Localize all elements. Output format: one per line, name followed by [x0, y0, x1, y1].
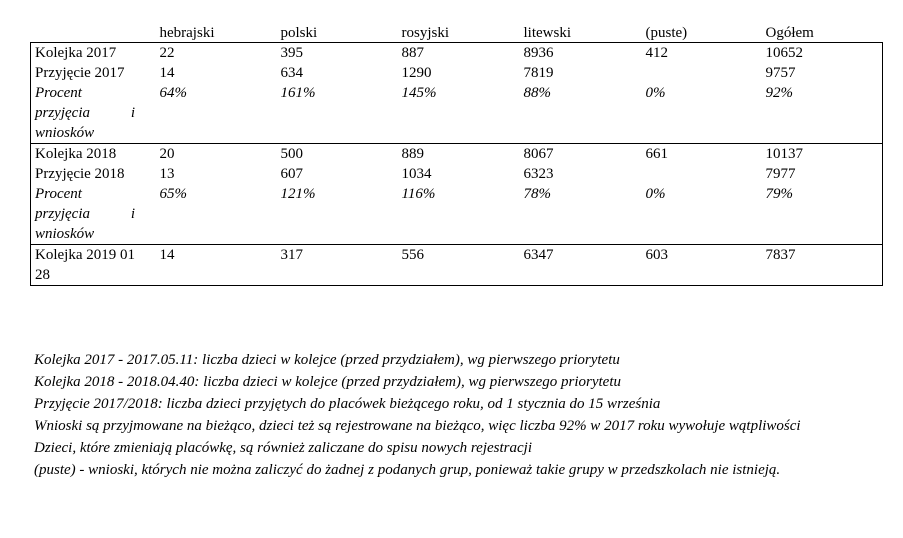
row-label-text: Kolejka 2019 01 28: [35, 247, 135, 283]
table-cell: 661: [642, 144, 762, 165]
row-label: [31, 245, 156, 286]
table-cell: 6323: [523, 166, 554, 182]
table-cell: 121%: [280, 186, 316, 202]
table-cell: 317: [277, 245, 398, 286]
row-label: [31, 164, 156, 184]
table-cell: 395: [277, 43, 398, 64]
row-label: [31, 83, 156, 144]
table-cell: 500: [277, 144, 398, 165]
table-cell: 1034: [401, 166, 432, 182]
header-cell: [31, 24, 156, 43]
table-cell: 889: [398, 144, 520, 165]
table-cell: 20: [156, 144, 277, 165]
table-cell: 14: [156, 245, 277, 286]
table-row: [31, 63, 883, 83]
table-cell: 7977: [762, 164, 883, 184]
row-label: [31, 63, 156, 83]
table-cell: 22: [156, 43, 277, 64]
footnote: Kolejka 2018 - 2018.04.40: liczba dzieci w kolejce (przed przydziałem), wg pierwszego priorytetu: [34, 374, 621, 390]
table-cell: 607: [280, 166, 303, 182]
table-cell: 603: [642, 245, 762, 286]
header-cell: (puste): [645, 25, 688, 41]
table-row: [31, 144, 883, 165]
table-cell: 64%: [159, 85, 187, 101]
table-cell: [642, 63, 762, 83]
table-cell: 6347: [520, 245, 642, 286]
table-cell: 14: [159, 65, 175, 81]
table-header-row: [31, 24, 883, 43]
table-cell: 8936: [520, 43, 642, 64]
table-row: [31, 164, 883, 184]
footnote: Kolejka 2017 - 2017.05.11: liczba dzieci w kolejce (przed przydziałem), wg pierwszego priorytetu: [34, 352, 620, 368]
table-row: [31, 245, 883, 286]
table-cell: 412: [642, 43, 762, 64]
header-cell: hebrajski: [159, 25, 215, 41]
footnote: Przyjęcie 2017/2018: liczba dzieci przyjętych do placówek bieżącego roku, od 1 stycznia do 15 września: [34, 396, 661, 412]
header-cell: rosyjski: [401, 25, 450, 41]
table-cell: 0%: [645, 85, 666, 101]
table-cell: 10137: [762, 144, 883, 165]
footnote: (puste) - wnioski, których nie można zaliczyć do żadnej z podanych grup, ponieważ takie grupy w przedszkolach nie istnieją.: [34, 462, 781, 478]
row-label: Kolejka 2017: [31, 43, 156, 64]
table-row: [31, 83, 883, 144]
footnote: Wnioski są przyjmowane na bieżąco, dzieci też są rejestrowane na bieżąco, więc liczba 92% w 2017 roku wywołuje wątpliwości: [34, 418, 801, 434]
table-cell: 887: [398, 43, 520, 64]
table-cell: 161%: [280, 85, 316, 101]
row-label-text: Przyjęcie 2017: [35, 65, 125, 81]
table-cell: 556: [398, 245, 520, 286]
table-cell: 7837: [762, 245, 883, 286]
table-cell: 0%: [645, 186, 666, 202]
header-cell: Ogółem: [765, 25, 814, 41]
table-cell: 9757: [762, 63, 883, 83]
row-label: [31, 184, 156, 245]
table-cell: 1290: [401, 65, 432, 81]
footnotes: [34, 350, 874, 482]
row-label: Kolejka 2018: [31, 144, 156, 165]
table-cell: 8067: [520, 144, 642, 165]
table-cell: 65%: [159, 186, 187, 202]
row-label-text: Procent przyjęcia i wniosków: [35, 186, 135, 242]
table-cell: 92%: [762, 83, 883, 144]
table-cell: 7819: [523, 65, 554, 81]
table-cell: 78%: [523, 186, 551, 202]
table-row: [31, 43, 883, 64]
language-stats-table: [30, 24, 883, 286]
table-row: [31, 184, 883, 245]
row-label-text: Przyjęcie 2018: [35, 166, 125, 182]
row-label-text: Procent przyjęcia i wniosków: [35, 85, 135, 141]
table-cell: 145%: [401, 85, 437, 101]
table-cell: 88%: [523, 85, 551, 101]
footnote: Dzieci, które zmieniają placówkę, są również zaliczane do spisu nowych rejestracji: [34, 440, 532, 456]
table-cell: [642, 164, 762, 184]
header-cell: polski: [280, 25, 318, 41]
table-cell: 79%: [762, 184, 883, 245]
table-cell: 634: [280, 65, 303, 81]
table-cell: 10652: [762, 43, 883, 64]
table-cell: 116%: [401, 186, 436, 202]
table-cell: 13: [159, 166, 175, 182]
header-cell: litewski: [523, 25, 571, 41]
